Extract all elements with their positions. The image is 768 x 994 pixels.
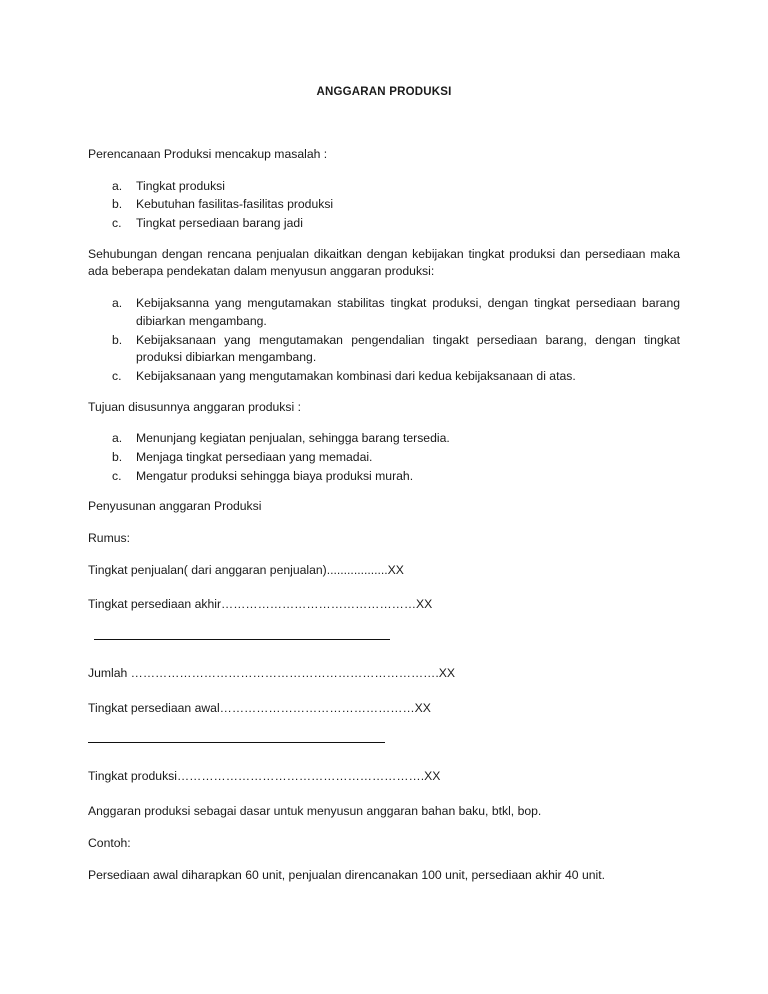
purpose-paragraph: Tujuan disusunnya anggaran produksi : [88,399,301,414]
list-marker: a. [112,178,123,193]
scope-list [88,178,680,233]
list-item [88,449,680,467]
list-item-label: Menunjang kegiatan penjualan, sehingga barang tersedia. [136,431,450,446]
preparation-heading: Penyusunan anggaran Produksi [88,499,262,514]
horizontal-rule [88,742,385,743]
formula-divider-lower [88,734,680,751]
list-marker: c. [112,368,122,383]
list-item [88,468,680,486]
horizontal-rule [94,639,390,640]
list-item-label: Kebijaksanaan yang mengutamakan kombinasi dari kedua kebijaksanaan di atas. [136,368,576,383]
list-marker: b. [112,197,123,212]
list-item [88,332,680,367]
formula-sales-level: Tingkat penjualan( dari anggaran penjualan)..................XX [88,562,404,577]
formula-divider-upper [88,631,680,648]
approach-paragraph: Sehubungan dengan rencana penjualan dikaitkan dengan kebijakan tingkat produksi dan persediaan maka ada beberapa pendekatan dalam menyusun anggaran produksi: [88,246,680,279]
list-item [88,430,680,448]
list-marker: c. [112,216,122,231]
document-body [88,78,680,898]
list-item [88,295,680,330]
list-marker: b. [112,332,123,347]
intro-paragraph: Perencanaan Produksi mencakup masalah : [88,147,328,161]
list-marker: c. [112,468,122,483]
list-item-label: Kebijaksanaan yang mengutamakan pengendalian tingakt persediaan barang, dengan tingkat produksi dibiarkan mengambang. [136,332,680,365]
approach-list [88,295,680,385]
list-item-label: Kebutuhan fasilitas-fasilitas produksi [136,197,334,212]
example-paragraph: Persediaan awal diharapkan 60 unit, penjualan direncanakan 100 unit, persediaan akhir 40 unit. [88,867,605,882]
list-item-label: Tingkat persediaan barang jadi [136,216,303,231]
list-item [88,368,680,386]
formula-beginning-inventory: Tingkat persediaan awal…………………………………………XX [88,700,431,715]
list-item-label: Tingkat produksi [136,178,225,193]
title-spacer [88,98,680,146]
page-title: ANGGARAN PRODUKSI [316,86,452,98]
purpose-list [88,430,680,485]
formula-label: Rumus: [88,531,130,545]
list-item-label: Kebijaksanna yang mengutamakan stabilitas tingkat produksi, dengan tingkat persediaan barang dibiarkan mengambang. [136,296,680,328]
list-item [88,196,680,214]
list-marker: a. [112,431,123,446]
example-label: Contoh: [88,835,131,850]
formula-ending-inventory: Tingkat persediaan akhir…………………………………………XX [88,597,433,612]
list-marker: b. [112,449,123,464]
formula-production-level: Tingkat produksi…………………………………………………….XX [88,769,441,784]
list-item-label: Mengatur produksi sehingga biaya produksi murah. [136,468,414,483]
list-item [88,178,680,196]
formula-total: Jumlah ………………………………………………………………….XX [88,666,456,681]
basis-paragraph: Anggaran produksi sebagai dasar untuk menyusun anggaran bahan baku, btkl, bop. [88,804,542,819]
list-item [88,215,680,233]
list-item-label: Menjaga tingkat persediaan yang memadai. [136,449,373,464]
list-marker: a. [112,296,123,311]
